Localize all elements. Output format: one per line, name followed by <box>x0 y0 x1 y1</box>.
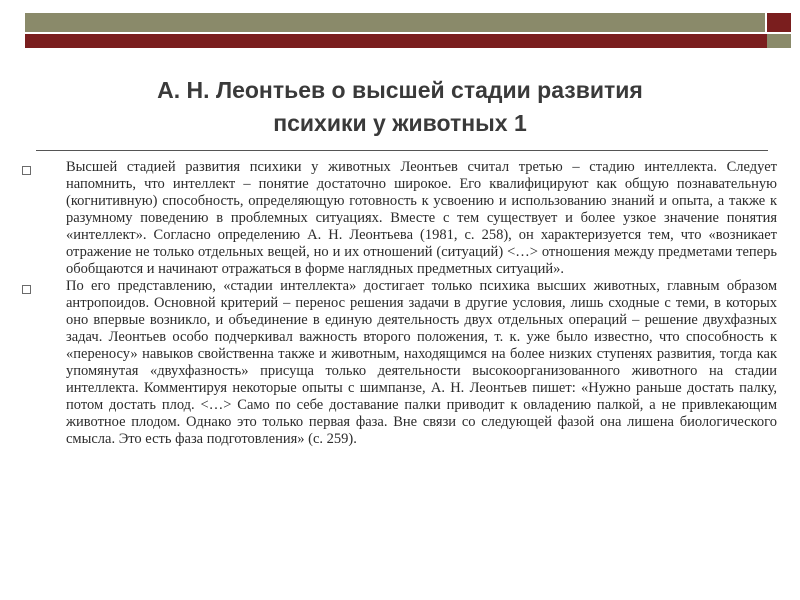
header-decoration <box>25 13 791 49</box>
bullet-item <box>22 159 777 278</box>
title-divider <box>36 150 768 151</box>
slide-title <box>60 74 740 140</box>
slide-body <box>22 159 777 448</box>
header-olive-bar <box>25 13 765 32</box>
paragraph-1: Высшей стадией развития психики у животных Леонтьев считал третью – стадию интеллекта. Следует напомнить, что интеллект – понятие достаточно широкое. Его квалифицируют как общую познавательную (когнитивную) способность, определяющую готовность к усвоению и использованию знаний и опыта, а также к разумному поведению в проблемных ситуациях. Вместе с тем существует и более узкое значение понятия «интеллект». Согласно определению А. Н. Леонтьева (1981, с. 258), он характеризуется тем, что «возникает отражение не только отдельных вещей, но и их отношений (ситуаций) <…> отношения между предметами теперь обобщаются и начинают отражаться в форме наглядных предметных ситуаций». <box>66 159 777 277</box>
header-maroon-bar <box>25 34 791 48</box>
paragraph-2: По его представлению, «стадии интеллекта» достигает только психика высших животных, главным образом антропоидов. Основной критерий – перенос решения задачи в другие условия, лишь сходные с теми, в которых оно впервые возникло, и объединение в единую деятельность двух отдельных операций – решение двухфазных задач. Леонтьев особо подчеркивал важность второго положения, т. к. уже было известно, что способность к «переносу» навыков свойственна также и животным, находящимся на более низких ступенях развития, тогда как упомянутая «двухфазность» присуща только деятельности высокоорганизованного животного на стадии интеллекта. Комментируя некоторые опыты с шимпанзе, А. Н. Леонтьев пишет: «Нужно раньше достать палку, потом достать плод. <…> Само по себе доставание палки приводит к овладению палкой, а не привлекающим животное плодом. Однако это только первая фаза. Вне связи со следующей фазой она лишена биологического смысла. Это есть фаза подготовления» (с. 259). <box>66 278 777 447</box>
bullet-item <box>22 278 777 448</box>
header-maroon-square <box>767 13 791 32</box>
header-olive-square <box>767 34 791 48</box>
slide-title-line2: психики у животных 1 <box>273 110 527 136</box>
square-bullet-icon <box>22 285 31 294</box>
square-bullet-icon <box>22 166 31 175</box>
slide-title-line1: А. Н. Леонтьев о высшей стадии развития <box>157 77 643 103</box>
